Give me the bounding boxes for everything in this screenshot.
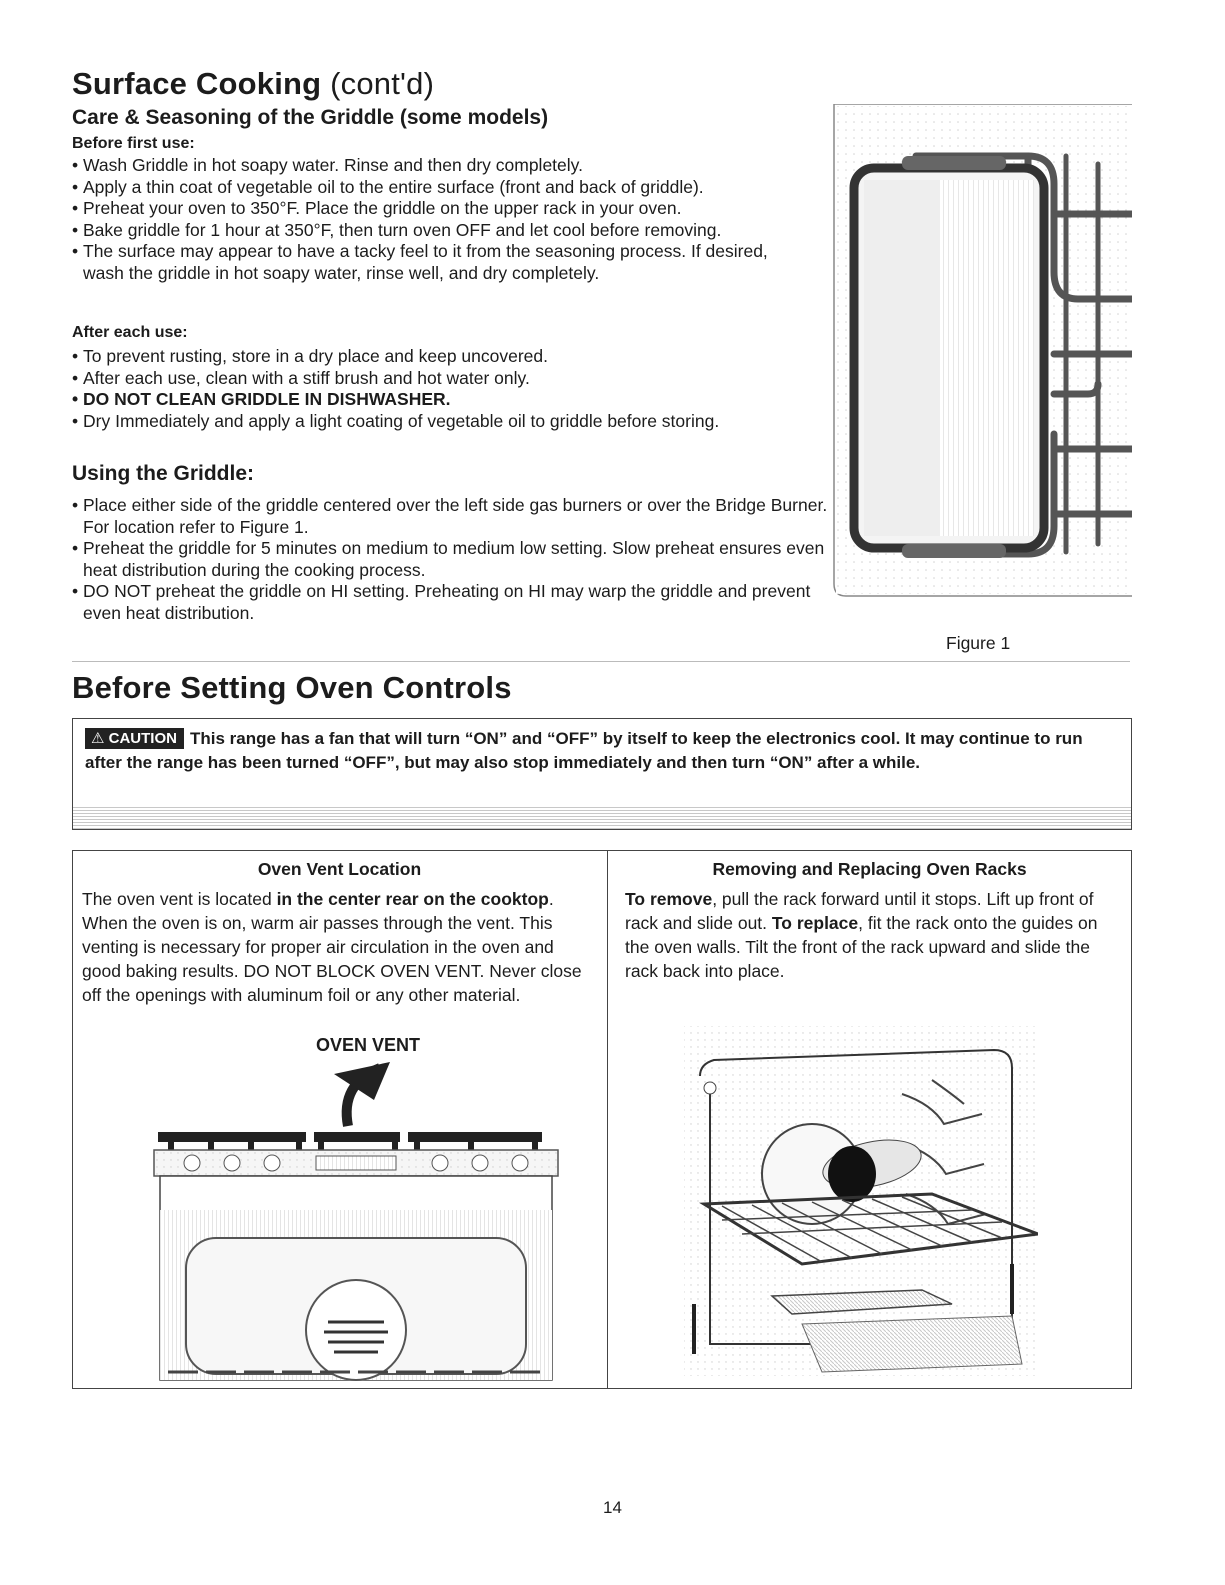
oven-vent-label: OVEN VENT <box>316 1035 421 1055</box>
using-griddle-list <box>72 495 832 624</box>
list-item: • Bake griddle for 1 hour at 350°F, then turn oven OFF and let cool before removing. <box>72 220 842 242</box>
racks-bold-2: To replace <box>771 913 859 933</box>
caution-content <box>85 727 1113 775</box>
section-divider <box>72 661 1130 662</box>
oven-vent-illustration <box>148 1060 564 1382</box>
section-title-surface-cooking <box>72 66 434 102</box>
list-item: • Preheat your oven to 350°F. Place the griddle on the upper rack in your oven. <box>72 198 842 220</box>
list-item: • Preheat the griddle for 5 minutes on medium to medium low setting. Slow preheat ensures even heat distribution during the cooking process. <box>72 538 832 581</box>
racks-bold-1: To remove <box>625 889 713 909</box>
vent-text-bold: in the center rear on the cooktop <box>276 889 549 909</box>
caution-shading <box>73 805 1131 829</box>
panel-divider <box>607 850 608 1389</box>
list-item: • DO NOT preheat the griddle on HI setting. Preheating on HI may warp the griddle and prevent even heat distribution. <box>72 581 832 624</box>
oven-vent-text <box>82 887 597 1007</box>
list-item-warning: • DO NOT CLEAN GRIDDLE IN DISHWASHER. <box>72 389 842 411</box>
caution-badge <box>85 728 184 749</box>
racks-text-2: , fit the rack onto the guides on the oven walls. Tilt the front of the rack upward and slide the rack back into place. <box>625 913 1098 981</box>
griddle-care-subtitle: Care & Seasoning of the Griddle (some models) <box>72 106 549 129</box>
racks-text-1: , pull the rack forward until it stops. Lift up front of rack and slide out. <box>625 889 1094 933</box>
griddle-figure <box>828 104 1132 600</box>
list-item: • Wash Griddle in hot soapy water. Rinse and then dry completely. <box>72 155 842 177</box>
caution-text: This range has a fan that will turn “ON” and “OFF” by itself to keep the electronics cool. It may continue to run after the range has been turned “OFF”, but may also stop immediately and then turn “ON” after a while. <box>85 729 1083 772</box>
page-number: 14 <box>603 1498 622 1517</box>
using-griddle-heading: Using the Griddle: <box>72 462 255 485</box>
section-title-oven-controls: Before Setting Oven Controls <box>72 670 512 705</box>
list-item: • Apply a thin coat of vegetable oil to the entire surface (front and back of griddle). <box>72 177 842 199</box>
figure-caption: Figure 1 <box>946 633 1011 653</box>
title-suffix: (cont'd) <box>321 66 435 101</box>
title-main: Surface Cooking <box>72 66 322 101</box>
list-item: • The surface may appear to have a tacky feel to it from the seasoning process. If desired, wash the griddle in hot soapy water, rinse well, and dry completely. <box>72 241 798 284</box>
list-item: • Place either side of the griddle centered over the left side gas burners or over the Bridge Burner. For location refer to Figure 1. <box>72 495 832 538</box>
list-item: • To prevent rusting, store in a dry place and keep uncovered. <box>72 346 842 368</box>
list-item: • After each use, clean with a stiff brush and hot water only. <box>72 368 842 390</box>
oven-racks-text <box>625 887 1117 983</box>
oven-rack-illustration <box>682 1024 1038 1380</box>
oven-racks-title: Removing and Replacing Oven Racks <box>712 859 1027 879</box>
caution-label: CAUTION <box>108 730 177 747</box>
vent-text-1: The oven vent is located <box>82 889 277 909</box>
before-first-use-list <box>72 155 842 284</box>
after-each-use-list <box>72 346 842 432</box>
warning-triangle-icon: ⚠ <box>91 730 105 747</box>
caution-box <box>72 718 1132 830</box>
oven-vent-title: Oven Vent Location <box>257 859 422 879</box>
after-each-use-heading: After each use: <box>72 324 188 341</box>
list-item: • Dry Immediately and apply a light coating of vegetable oil to griddle before storing. <box>72 411 842 433</box>
before-first-use-heading: Before first use: <box>72 135 195 152</box>
vent-text-2: . When the oven is on, warm air passes through the vent. This venting is necessary for proper air circulation in the oven and good baking results. DO NOT BLOCK OVEN VENT. Never close off the openings with aluminum foil or any other material. <box>82 889 582 1005</box>
